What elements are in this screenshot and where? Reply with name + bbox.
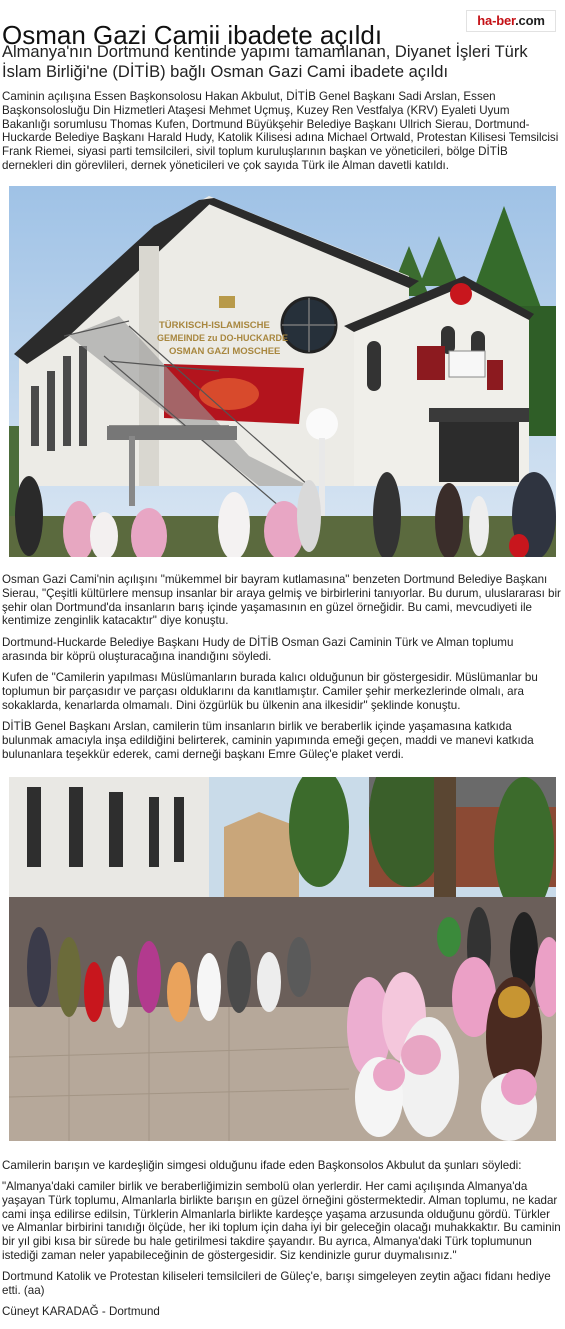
article-byline: Cüneyt KARADAĞ - Dortmund — [2, 1305, 160, 1318]
paragraph-attendees: Caminin açılışına Essen Başkonsolosu Hakan Akbulut, DİTİB Genel Başkanı Sadi Arslan, Essen Başkonsolosluğu Din Hizmetleri Ataşesi Mehmet Uçmuş, Kuzey Ren Vestfalya (KRV) Eyaleti Uyum Bakanlığı sorumlusu Thomas Kufen, Dortmund Büyükşehir Belediye Başkanı Ullrich Sierau, Dortmund-Huckarde Belediye Başkanı Harald Hudy, Katolik Kilisesi adına Michael Ortwald, Protestan Kilisesi Temsilcisi Frank Riemei, siyasi parti temsilcileri, sivil toplum kuruluşlarının başkan ve yöneticileri, bölge DİTİB dernekleri din görevlileri, dernek yöneticileri ve çok sayıda Türk ile Alman davetli katıldı. — [2, 90, 559, 172]
logo-part-ber: ber — [496, 13, 516, 28]
logo-part-ha: ha — [477, 13, 493, 28]
paragraph-olive-tree: Dortmund Katolik ve Protestan kiliseleri temsilcileri de Güleç'e, barışı simgeleyen zeytin ağacı fidanı hediye etti. (aa) — [2, 1270, 551, 1297]
crowd-courtyard-photo — [9, 777, 556, 1141]
paragraph-akbulut-quote: "Almanya'daki camiler birlik ve beraberliğimizin sembolü olan yerlerdir. Her cami açılışında Almanya'da yaşayan Türk toplumu, Almanlarla birlikte barışın en güzel örneğini göstermektedir. Alman toplumu, ne kadar cami inşa edilirse edilsin, Türklerin Almanlarla birlikte kardeşçe yaşama arzusunda olduğunu gördü. Türkler ve Almanlar birbirini tanıdığı ölçüde, her iki toplum için daha iyi bir geleceğin olacağı muhakkaktır. Bu caminin bir yıl gibi kısa bir sürede bu hale getirilmesi takdire şayandır. Bu ayrıca, Almanya'daki Türk toplumunun istediği zaman neler yapabileceğinin de göstergesidir. Siz kendinizle gurur duymalısınız." — [2, 1180, 561, 1262]
paragraph-hudy: Dortmund-Huckarde Belediye Başkanı Hudy de DİTİB Osman Gazi Caminin Türk ve Alman toplumu arasında bir köprü oluşturacağına inandığını söyledi. — [2, 636, 514, 663]
facade-text-line2: GEMEINDE zu DO-HUCKARDE — [157, 333, 289, 343]
paragraph-akbulut-intro: Camilerin barışın ve kardeşliğin simgesi olduğunu ifade eden Başkonsolos Akbulut da şunları söyledi: — [2, 1159, 522, 1172]
logo-part-com: .com — [515, 13, 545, 28]
paragraph-sierau-quote: Osman Gazi Cami'nin açılışını "mükemmel bir bayram kutlamasına" benzeten Dortmund Belediye Başkanı Sierau, "Çeşitli kültürlere mensup insanlar bir araya gelmiş ve birbirlerini tanıyorlar. Bu durum, uluslararası bir şehir olan Dortmund'da insanların barış içinde yaşamasının en güzel örneğidir. Bu cami, mevcudiyeti ile kentimize zenginlik katacaktır" diye konuştu. — [2, 573, 561, 628]
mosque-building-photo — [9, 186, 556, 557]
logo-dash: - — [492, 13, 497, 28]
paragraph-kufen: Kufen de "Camilerin yapılması Müslümanların burada kalıcı olduğunun bir göstergesidir. Müslümanlar bu toplumun bir parçasıdır ve parçası olduklarını da kanıtlamıştır. Camiler şehir merkezlerinde olmalı, ara sokaklarda, kenarlarda olmamalı. Dini özgürlük bu ülkenin ana ilkesidir" şeklinde konuştu. — [2, 671, 538, 712]
article-subtitle: Almanya'nın Dortmund kentinde yapımı tamamlanan, Diyanet İşleri Türk İslam Birliği'ne (DİTİB) bağlı Osman Gazi Cami ibadete açıldı — [2, 43, 528, 81]
facade-text-line1: TÜRKISCH-ISLAMISCHE — [159, 320, 270, 331]
paragraph-arslan: DİTİB Genel Başkanı Arslan, camilerin tüm insanların birlik ve beraberlik içinde yaşamasına katkıda bulunmak amacıyla inşa edildiğini belirterek, caminin yapımında emeği geçen, maddi ve manevi katkıda bulunanlara teşekkür ederek, cami derneği başkanı Emre Güleç'e plaket verdi. — [2, 720, 534, 761]
page-title: Osman Gazi Camii ibadete açıldı — [2, 20, 383, 51]
facade-text-line3: OSMAN GAZI MOSCHEE — [169, 346, 281, 357]
site-logo[interactable] — [466, 10, 556, 32]
